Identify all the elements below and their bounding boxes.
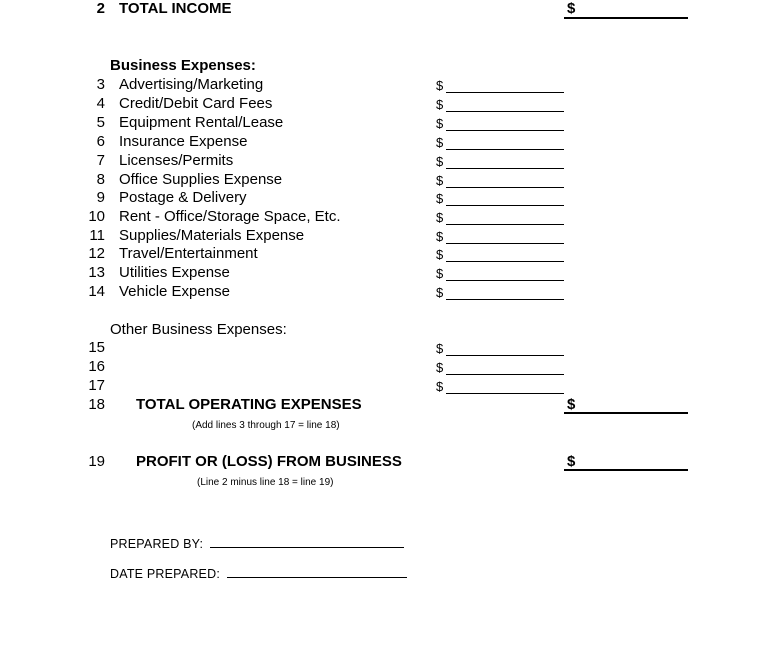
line-number: 9 [96,189,105,206]
instruction-note: (Add lines 3 through 17 = line 18) [192,420,340,431]
line-number: 18 [88,396,105,413]
currency-symbol: $ [436,229,444,244]
total-operating-field[interactable] [564,412,688,414]
line-number: 2 [96,0,105,17]
expense-label: Travel/Entertainment [119,245,258,262]
expense-label: Utilities Expense [119,264,230,281]
amount-field[interactable] [446,130,564,131]
amount-field[interactable] [446,393,564,394]
amount-field[interactable] [446,374,564,375]
currency-symbol: $ [436,210,444,225]
business-expenses-heading: Business Expenses: [110,57,256,74]
instruction-note: (Line 2 minus line 18 = line 19) [197,477,334,488]
line-number: 14 [88,283,105,300]
currency-symbol: $ [436,360,444,375]
amount-field[interactable] [446,243,564,244]
profit-loss-label: PROFIT OR (LOSS) FROM BUSINESS [136,453,402,470]
currency-symbol: $ [436,379,444,394]
amount-field[interactable] [446,261,564,262]
currency-symbol: $ [567,0,576,17]
expense-label: Office Supplies Expense [119,171,283,188]
amount-field[interactable] [446,187,564,188]
currency-symbol: $ [436,135,444,150]
currency-symbol: $ [436,285,444,300]
expense-label: Supplies/Materials Expense [119,227,305,244]
line-number: 7 [96,152,105,169]
line-number: 6 [96,133,105,150]
expense-label: Licenses/Permits [119,152,234,169]
currency-symbol: $ [436,191,444,206]
amount-field[interactable] [446,299,564,300]
expense-label: Rent - Office/Storage Space, Etc. [119,208,341,225]
date-prepared-row [110,567,407,581]
line-number: 11 [89,227,105,244]
amount-field[interactable] [446,149,564,150]
currency-symbol: $ [436,97,444,112]
total-operating-label: TOTAL OPERATING EXPENSES [136,396,362,413]
prepared-by-field[interactable] [210,537,404,548]
line-number: 17 [88,377,105,394]
amount-field[interactable] [446,224,564,225]
expense-label: Advertising/Marketing [119,76,264,93]
line-number: 4 [96,95,105,112]
amount-field[interactable] [446,280,564,281]
expense-label: Postage & Delivery [119,189,247,206]
currency-symbol: $ [436,116,444,131]
currency-symbol: $ [436,78,444,93]
line-number: 15 [88,339,105,356]
profit-loss-field[interactable] [564,469,688,471]
line-number: 10 [88,208,105,225]
prepared-by-label: PREPARED BY: [110,537,204,551]
line-number: 19 [88,453,105,470]
currency-symbol: $ [436,247,444,262]
amount-field[interactable] [446,205,564,206]
currency-symbol: $ [436,341,444,356]
total-income-field[interactable] [564,17,688,19]
line-number: 13 [88,264,105,281]
other-expenses-heading: Other Business Expenses: [110,321,287,338]
prepared-by-row [110,537,404,551]
currency-symbol: $ [436,173,444,188]
currency-symbol: $ [436,266,444,281]
currency-symbol: $ [567,453,576,470]
date-prepared-field[interactable] [227,567,407,578]
expense-label: Vehicle Expense [119,283,230,300]
line-number: 3 [96,76,105,93]
line-number: 16 [88,358,105,375]
currency-symbol: $ [567,396,576,413]
line-number: 8 [96,171,105,188]
amount-field[interactable] [446,355,564,356]
total-income-label: TOTAL INCOME [119,0,232,17]
line-number: 5 [96,114,105,131]
date-prepared-label: DATE PREPARED: [110,567,220,581]
line-number: 12 [88,245,105,262]
expense-label: Insurance Expense [119,133,248,150]
amount-field[interactable] [446,111,564,112]
expense-label: Credit/Debit Card Fees [119,95,273,112]
amount-field[interactable] [446,168,564,169]
currency-symbol: $ [436,154,444,169]
amount-field[interactable] [446,92,564,93]
expense-label: Equipment Rental/Lease [119,114,284,131]
